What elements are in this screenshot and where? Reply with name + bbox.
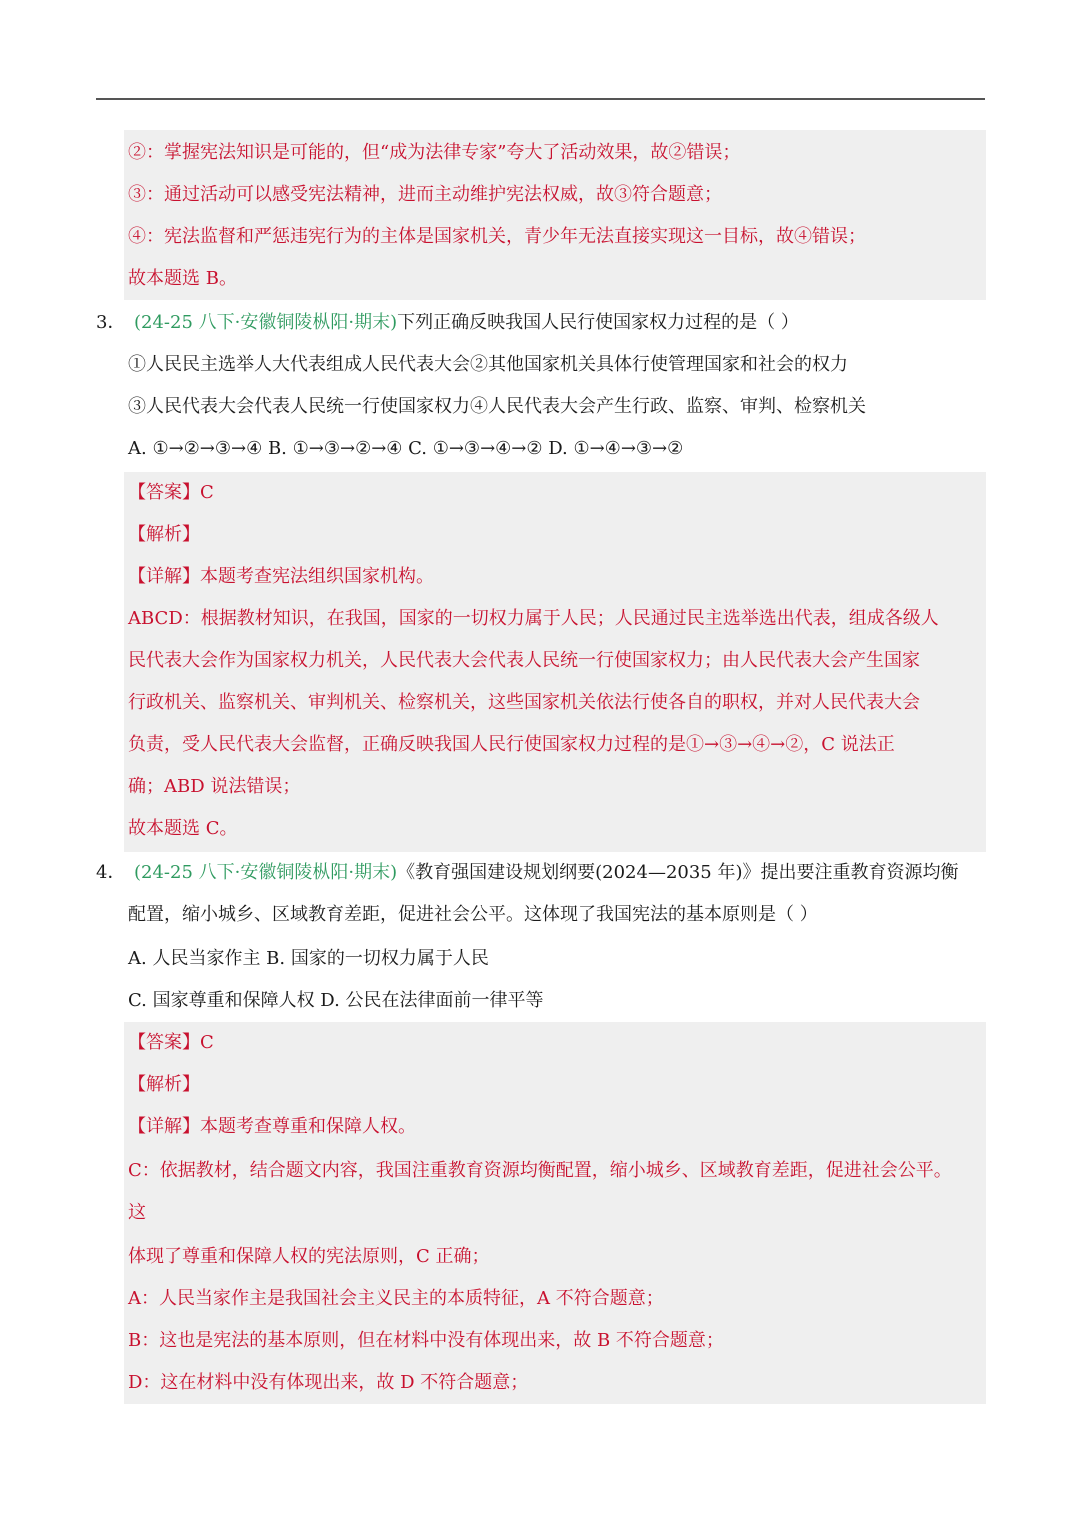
question-4-options: A. 人民当家作主 B. 国家的一切权力属于人民 (128, 948, 489, 969)
question-3-explanation: 民代表大会作为国家权力机关，人民代表大会代表人民统一行使国家权力；由人民代表大会产生国家 (128, 650, 920, 671)
question-3-answer: 【答案】C (128, 482, 214, 503)
question-4-stem: 配置，缩小城乡、区域教育差距，促进社会公平。这体现了我国宪法的基本原则是（ ） (128, 904, 818, 925)
question-4-explanation: B：这也是宪法的基本原则，但在材料中没有体现出来，故 B 不符合题意； (128, 1330, 724, 1351)
question-4-source: (24-25 八下·安徽铜陵枞阳·期末) (134, 862, 398, 883)
question-4-explanation: D：这在材料中没有体现出来，故 D 不符合题意； (128, 1372, 529, 1393)
question-4-analysis-label: 【解析】 (128, 1074, 200, 1095)
question-4-stem-row (134, 852, 959, 894)
question-3-explanation: 行政机关、监察机关、审判机关、检察机关，这些国家机关依法行使各自的职权，并对人民代表大会 (128, 692, 920, 713)
question-3-explanation: 确；ABD 说法错误； (128, 776, 301, 797)
question-3-explanation: ABCD：根据教材知识，在我国，国家的一切权力属于人民；人民通过民主选举选出代表，组成各级人 (128, 608, 939, 629)
question-3-items: ①人民民主选举人大代表组成人民代表大会②其他国家机关具体行使管理国家和社会的权力 (128, 354, 848, 375)
question-3-explanation: 故本题选 C。 (128, 818, 238, 839)
question-3-stem-row (134, 302, 799, 344)
prev-analysis-line: 故本题选 B。 (128, 268, 237, 289)
question-3-stem: 下列正确反映我国人民行使国家权力过程的是（ ） (397, 312, 799, 333)
prev-analysis-line: ④：宪法监督和严惩违宪行为的主体是国家机关，青少年无法直接实现这一目标，故④错误； (128, 226, 866, 247)
header-rule (96, 98, 985, 100)
question-4-detail: 【详解】本题考查尊重和保障人权。 (128, 1116, 416, 1137)
question-3-explanation: 负责，受人民代表大会监督，正确反映我国人民行使国家权力过程的是①→③→④→②，C 说法正 (128, 734, 895, 755)
question-3-source: (24-25 八下·安徽铜陵枞阳·期末) (134, 312, 398, 333)
question-3-number: 3． (96, 312, 126, 333)
question-4-explanation: C：依据教材，结合题文内容，我国注重教育资源均衡配置，缩小城乡、区域教育差距，促进社会公平。 (128, 1160, 952, 1181)
question-3-options: A. ①→②→③→④ B. ①→③→②→④ C. ①→③→④→② D. ①→④→③→② (128, 438, 684, 459)
question-3-detail: 【详解】本题考查宪法组织国家机构。 (128, 566, 434, 587)
question-4-number: 4． (96, 862, 126, 883)
prev-analysis-line: ②：掌握宪法知识是可能的，但“成为法律专家”夸大了活动效果，故②错误； (128, 142, 741, 163)
prev-analysis-line: ③：通过活动可以感受宪法精神，进而主动维护宪法权威，故③符合题意； (128, 184, 722, 205)
question-4-stem: 《教育强国建设规划纲要(2024—2035 年)》提出要注重教育资源均衡 (397, 862, 959, 883)
question-4-explanation: 这 (128, 1202, 146, 1223)
question-4-options: C. 国家尊重和保障人权 D. 公民在法律面前一律平等 (128, 990, 544, 1011)
question-3-items: ③人民代表大会代表人民统一行使国家权力④人民代表大会产生行政、监察、审判、检察机关 (128, 396, 866, 417)
question-3-analysis-label: 【解析】 (128, 524, 200, 545)
question-4-explanation: A：人民当家作主是我国社会主义民主的本质特征，A 不符合题意； (128, 1288, 664, 1309)
question-4-explanation: 体现了尊重和保障人权的宪法原则，C 正确； (128, 1246, 490, 1267)
question-4-answer: 【答案】C (128, 1032, 214, 1053)
